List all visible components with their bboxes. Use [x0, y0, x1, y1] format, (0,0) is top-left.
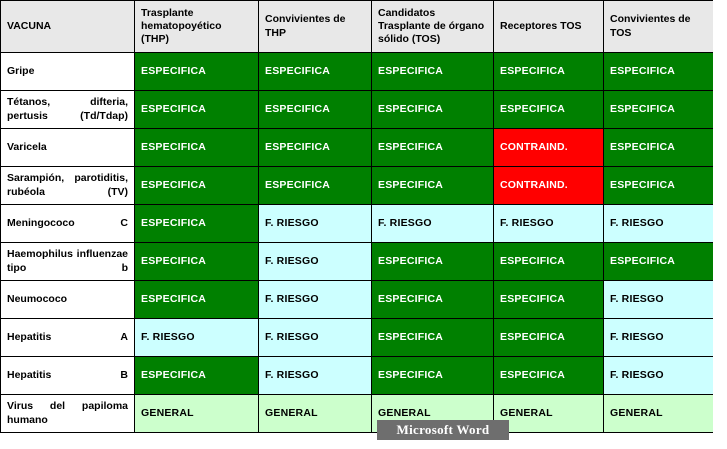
- status-cell: ESPECIFICA: [494, 281, 604, 319]
- table-row: [1, 167, 714, 205]
- status-cell: F. RIESGO: [604, 319, 714, 357]
- status-cell: ESPECIFICA: [259, 91, 372, 129]
- row-header-vaccine: [1, 243, 135, 281]
- status-cell: CONTRAIND.: [494, 129, 604, 167]
- column-header-receptores-tos: Receptores TOS: [494, 1, 604, 53]
- status-cell: ESPECIFICA: [259, 53, 372, 91]
- status-cell: GENERAL: [494, 395, 604, 433]
- row-header-vaccine: [1, 357, 135, 395]
- row-header-vaccine: [1, 205, 135, 243]
- table-body: [1, 53, 714, 433]
- row-header-vaccine: [1, 53, 135, 91]
- status-cell: F. RIESGO: [259, 319, 372, 357]
- status-cell: ESPECIFICA: [135, 129, 259, 167]
- row-header-label: Sarampión, parotiditis, rubéola (TV): [7, 172, 128, 198]
- status-cell: ESPECIFICA: [135, 53, 259, 91]
- status-cell: ESPECIFICA: [135, 205, 259, 243]
- page-right-margin: [713, 0, 727, 449]
- status-cell: GENERAL: [372, 395, 494, 433]
- watermark-microsoft-word: [377, 420, 509, 440]
- status-cell: ESPECIFICA: [259, 167, 372, 205]
- row-header-label: Virus del papiloma humano: [7, 400, 128, 426]
- table-row: [1, 319, 714, 357]
- table-row: [1, 129, 714, 167]
- row-header-vaccine: [1, 319, 135, 357]
- table-row: [1, 53, 714, 91]
- column-header-convivientes-tos: Convivientes de TOS: [604, 1, 714, 53]
- status-cell: ESPECIFICA: [135, 91, 259, 129]
- status-cell: GENERAL: [135, 395, 259, 433]
- status-cell: GENERAL: [604, 395, 714, 433]
- row-header-label: Hepatitis B: [7, 368, 128, 381]
- row-header-vaccine: [1, 91, 135, 129]
- status-cell: ESPECIFICA: [604, 167, 714, 205]
- row-header-label: Tétanos, difteria, pertusis (Td/Tdap): [7, 96, 128, 122]
- status-cell: ESPECIFICA: [372, 319, 494, 357]
- status-cell: GENERAL: [259, 395, 372, 433]
- status-cell: ESPECIFICA: [372, 243, 494, 281]
- status-cell: F. RIESGO: [604, 205, 714, 243]
- row-header-label: Hepatitis A: [7, 330, 128, 343]
- status-cell: ESPECIFICA: [372, 91, 494, 129]
- status-cell: ESPECIFICA: [604, 129, 714, 167]
- status-cell: ESPECIFICA: [372, 167, 494, 205]
- status-cell: CONTRAIND.: [494, 167, 604, 205]
- status-cell: ESPECIFICA: [604, 243, 714, 281]
- status-cell: ESPECIFICA: [372, 357, 494, 395]
- status-cell: ESPECIFICA: [372, 129, 494, 167]
- row-header-vaccine: [1, 167, 135, 205]
- status-cell: ESPECIFICA: [372, 281, 494, 319]
- row-header-label: Haemophilus influenzae tipo b: [7, 248, 128, 274]
- status-cell: ESPECIFICA: [494, 357, 604, 395]
- status-cell: F. RIESGO: [135, 319, 259, 357]
- row-header-vaccine: [1, 129, 135, 167]
- table-header-row: [1, 1, 714, 53]
- status-cell: F. RIESGO: [372, 205, 494, 243]
- table-header: [1, 1, 714, 53]
- status-cell: ESPECIFICA: [372, 53, 494, 91]
- status-cell: ESPECIFICA: [604, 91, 714, 129]
- row-header-label: Varicela: [7, 140, 47, 153]
- status-cell: F. RIESGO: [259, 243, 372, 281]
- status-cell: F. RIESGO: [259, 357, 372, 395]
- table-row: [1, 281, 714, 319]
- table-row: [1, 395, 714, 433]
- table-row: [1, 357, 714, 395]
- status-cell: F. RIESGO: [259, 281, 372, 319]
- row-header-label: Meningococo C: [7, 216, 128, 229]
- row-header-vaccine: [1, 395, 135, 433]
- row-header-label: Neumococo: [7, 292, 68, 305]
- row-header-vaccine: [1, 281, 135, 319]
- row-header-label: Gripe: [7, 64, 35, 77]
- status-cell: F. RIESGO: [604, 357, 714, 395]
- status-cell: F. RIESGO: [259, 205, 372, 243]
- status-cell: ESPECIFICA: [135, 357, 259, 395]
- status-cell: ESPECIFICA: [494, 243, 604, 281]
- column-header-convivientes-thp: Convivientes de THP: [259, 1, 372, 53]
- status-cell: ESPECIFICA: [135, 167, 259, 205]
- table-row: [1, 205, 714, 243]
- status-cell: F. RIESGO: [494, 205, 604, 243]
- table-row: [1, 91, 714, 129]
- status-cell: ESPECIFICA: [135, 243, 259, 281]
- status-cell: ESPECIFICA: [135, 281, 259, 319]
- column-header-vacuna: VACUNA: [1, 1, 135, 53]
- watermark-label: Microsoft Word: [396, 422, 490, 437]
- status-cell: ESPECIFICA: [494, 53, 604, 91]
- status-cell: ESPECIFICA: [259, 129, 372, 167]
- status-cell: F. RIESGO: [604, 281, 714, 319]
- column-header-thp: Trasplante hematopoyético (THP): [135, 1, 259, 53]
- status-cell: ESPECIFICA: [604, 53, 714, 91]
- status-cell: ESPECIFICA: [494, 91, 604, 129]
- table-row: [1, 243, 714, 281]
- column-header-candidatos-tos: Candidatos Trasplante de órgano sólido (TOS): [372, 1, 494, 53]
- status-cell: ESPECIFICA: [494, 319, 604, 357]
